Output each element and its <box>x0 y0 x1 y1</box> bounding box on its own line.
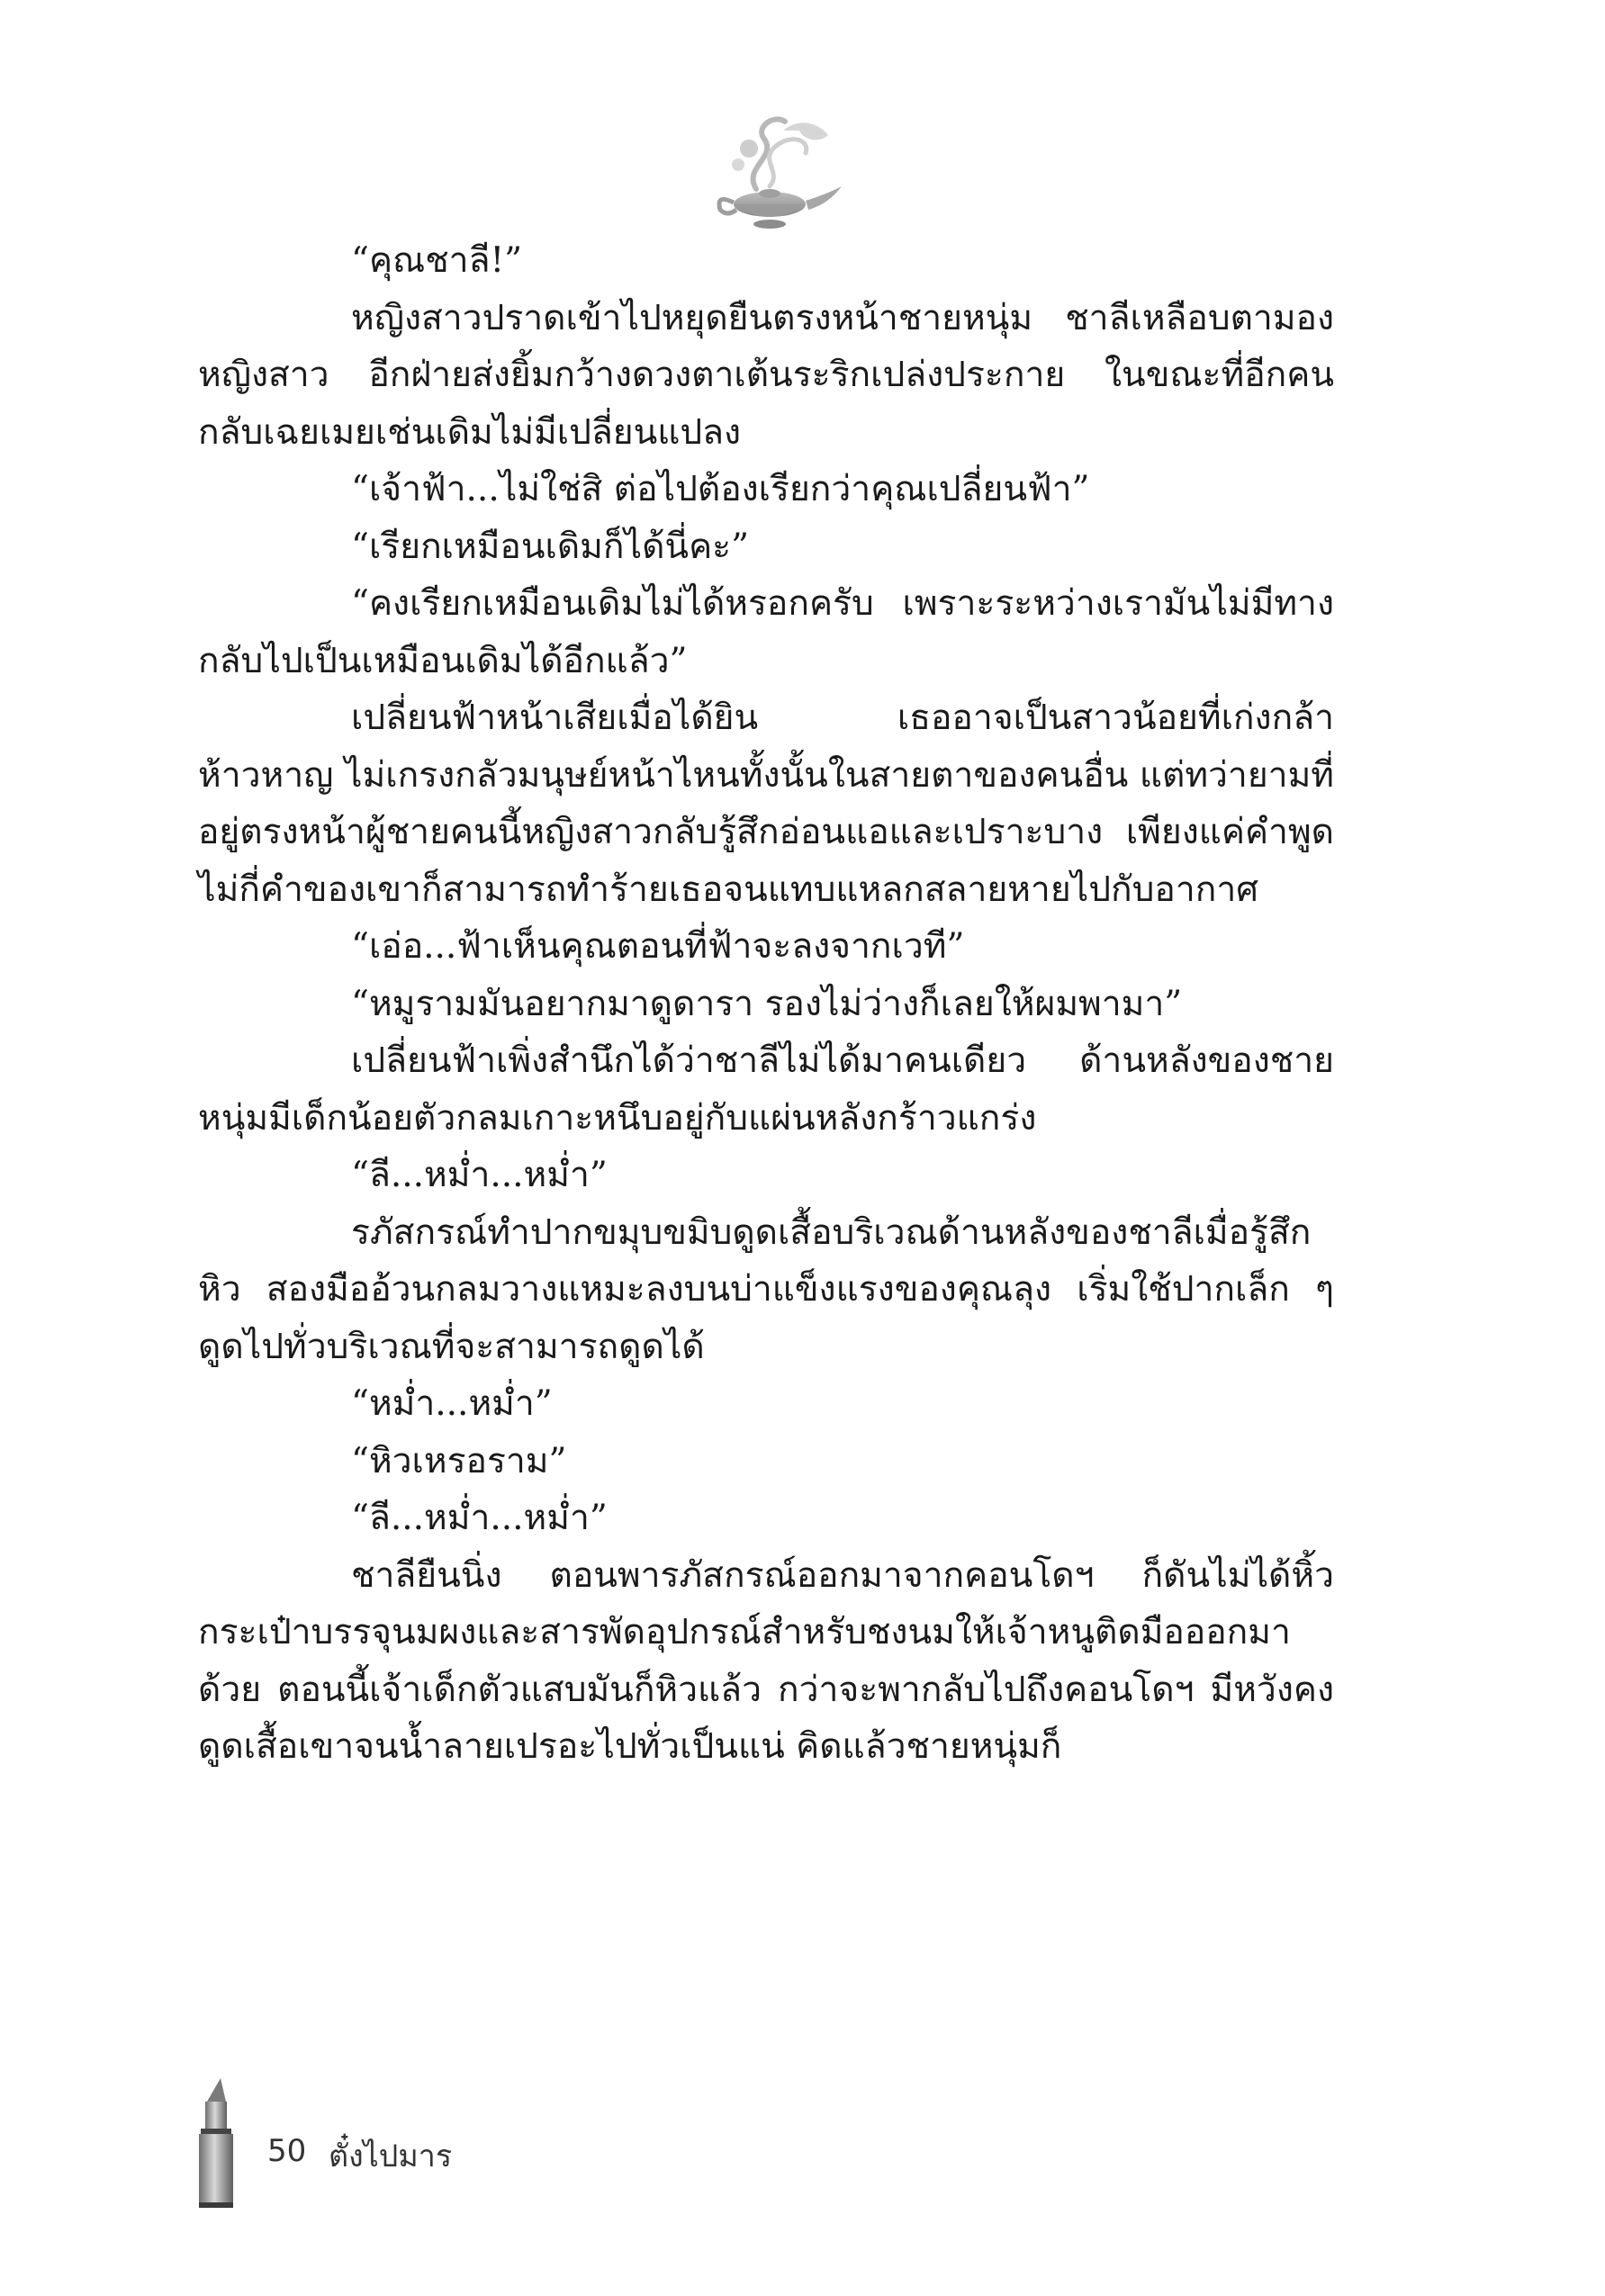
paragraph: เปลี่ยนฟ้าเพิ่งสำนึกได้ว่าชาลีไม่ได้มาคนเดียว ด้านหลังของชายหนุ่มมีเด็กน้อยตัวกลมเกาะหนึบอยู่กับแผ่นหลังกร้าวแกร่ง <box>198 1040 1334 1139</box>
dialogue-line: “เอ่อ...ฟ้าเห็นคุณตอนที่ฟ้าจะลงจากเวที” <box>351 926 965 967</box>
paragraph: หญิงสาวปราดเข้าไปหยุดยืนตรงหน้าชายหนุ่ม ชาลีเหลือบตามองหญิงสาว อีกฝ่ายส่งยิ้มกว้างดวงตาเต้นระริกเปล่งประกาย ในขณะที่อีกคนกลับเฉยเมยเช่นเดิมไม่มีเปลี่ยนแปลง <box>198 297 1334 453</box>
page-footer <box>194 2075 734 2210</box>
dialogue-line: “หิวเหรอราม” <box>351 1440 567 1481</box>
dialogue-line: “หม่ำ...หม่ำ” <box>351 1383 553 1424</box>
paragraph: เปลี่ยนฟ้าหน้าเสียเมื่อได้ยิน เธออาจเป็นสาวน้อยที่เก่งกล้าห้าวหาญ ไม่เกรงกลัวมนุษย์หน้าไหนทั้งนั้นในสายตาของคนอื่น แต่ทว่ายามที่อยู่ตรงหน้าผู้ชายคนนี้หญิงสาวกลับรู้สึกอ่อนแอและเปราะบาง เพียงแค่คำพูดไม่กี่คำของเขาก็สามารถทำร้ายเธอจนแทบแหลกสลายหายไปกับอากาศ <box>198 698 1334 910</box>
body-text <box>198 232 1334 1776</box>
dialogue-line: “ลี...หม่ำ...หม่ำ” <box>351 1498 608 1538</box>
dialogue-line: “เรียกเหมือนเดิมก็ได้นี่คะ” <box>351 526 750 567</box>
dialogue-line: “คงเรียกเหมือนเดิมไม่ได้หรอกครับ เพราะระหว่างเรามันไม่มีทางกลับไปเป็นเหมือนเดิมได้อีกแล้ว” <box>198 583 1334 681</box>
dialogue-line: “ลี...หม่ำ...หม่ำ” <box>351 1155 608 1195</box>
page-number: 50 <box>267 2133 307 2169</box>
book-title: ตั๋งไปมาร <box>329 2138 453 2174</box>
dialogue-line: “เจ้าฟ้า...ไม่ใช่สิ ต่อไปต้องเรียกว่าคุณเปลี่ยนฟ้า” <box>351 469 1090 509</box>
dialogue-line: “คุณชาลี!” <box>351 240 523 281</box>
lipstick-icon <box>194 2075 239 2210</box>
paragraph: ชาลียืนนิ่ง ตอนพารภัสกรณ์ออกมาจากคอนโดฯ ก็ดันไม่ได้หิ้วกระเป๋าบรรจุนมผงและสารพัดอุปกรณ์สำหรับชงนมให้เจ้าหนูติดมือออกมาด้วย ตอนนี้เจ้าเด็กตัวแสบมันก็หิวแล้ว กว่าจะพากลับไปถึงคอนโดฯ มีหวังคงดูดเสื้อเขาจนน้ำลายเปรอะไปทั่วเป็นแน่ คิดแล้วชายหนุ่มก็ <box>198 1554 1334 1767</box>
magic-lamp-icon <box>693 104 855 239</box>
paragraph: รภัสกรณ์ทำปากขมุบขมิบดูดเสื้อบริเวณด้านหลังของชาลีเมื่อรู้สึกหิว สองมืออ้วนกลมวางแหมะลงบนบ่าแข็งแรงของคุณลุง เริ่มใช้ปากเล็ก ๆ ดูดไปทั่วบริเวณที่จะสามารถดูดได้ <box>198 1211 1334 1367</box>
dialogue-line: “หมูรามมันอยากมาดูดารา รองไม่ว่างก็เลยให้ผมพามา” <box>351 983 1183 1024</box>
